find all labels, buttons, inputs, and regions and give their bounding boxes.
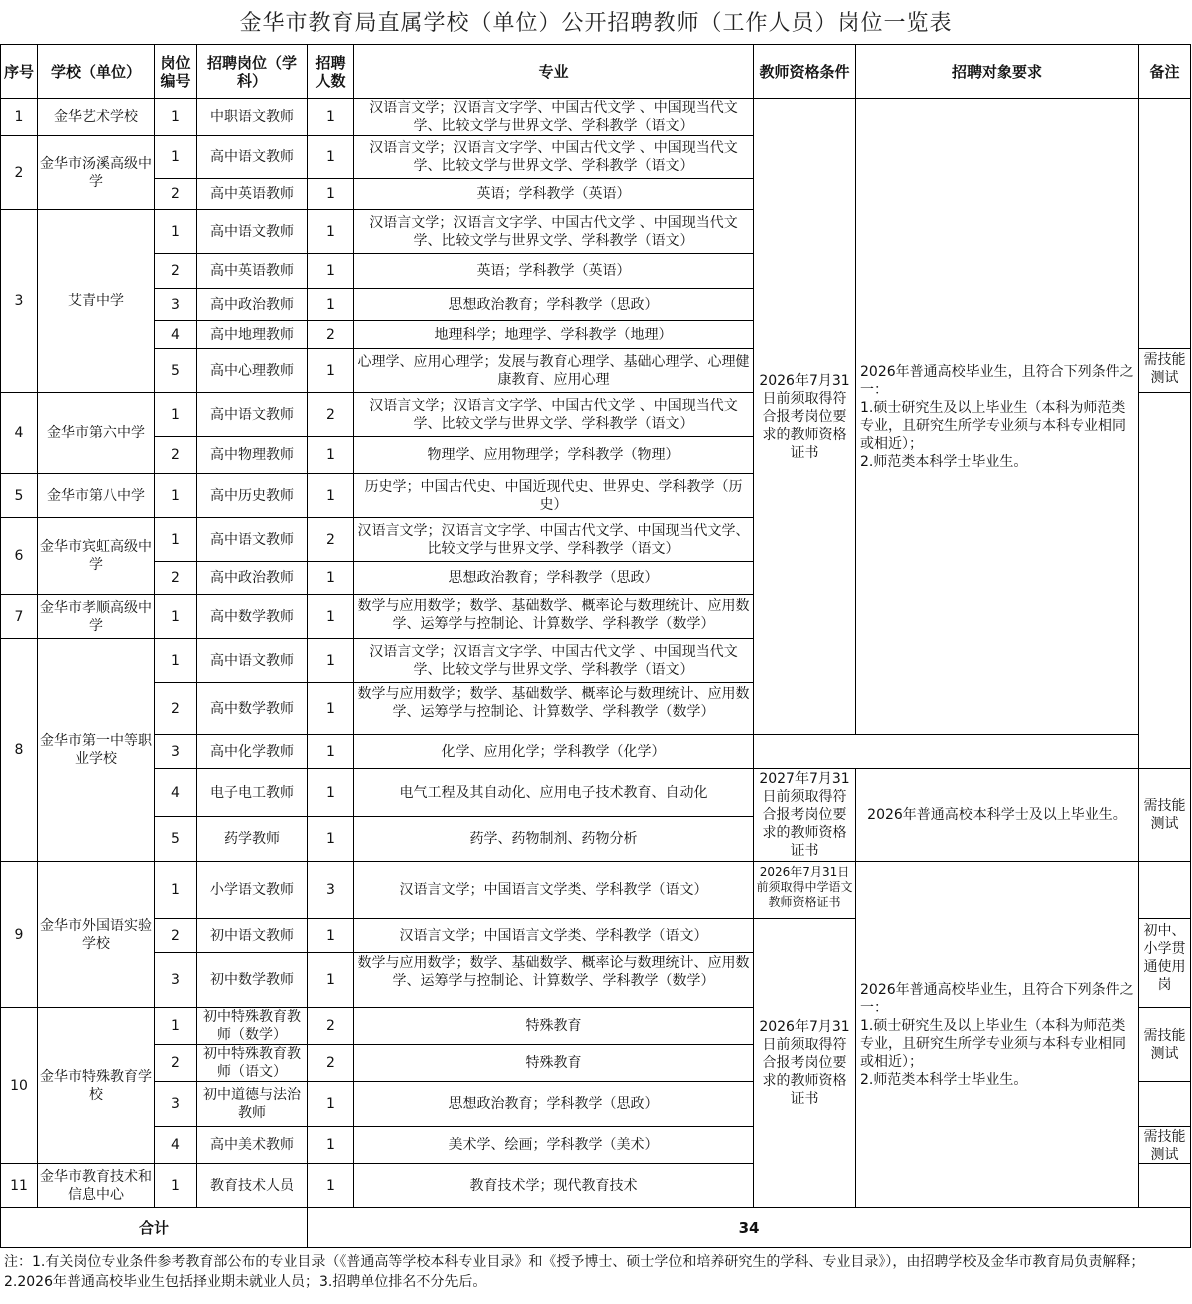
qualification: 2026年7月31日前须取得符合报考岗位要求的教师资格证书 bbox=[754, 99, 856, 735]
position: 初中道德与法治教师 bbox=[197, 1082, 308, 1127]
header-qualification: 教师资格条件 bbox=[754, 45, 856, 99]
major: 思想政治教育；学科教学（思政） bbox=[354, 289, 754, 321]
major bbox=[354, 683, 754, 735]
post-id: 1 bbox=[155, 518, 197, 562]
major: 英语；学科教学（英语） bbox=[354, 179, 754, 210]
qualification-text: 2026年7月31日前须取得中学语文教师资格证书 bbox=[756, 865, 853, 909]
note-blank bbox=[1139, 1082, 1191, 1127]
major: 思想政治教育；学科教学（思政） bbox=[354, 1082, 754, 1127]
count: 2 bbox=[308, 1045, 354, 1082]
post-id: 1 bbox=[155, 393, 197, 437]
count: 1 bbox=[308, 919, 354, 953]
note-skill-test bbox=[1139, 349, 1191, 393]
major: 历史学；中国古代史、中国近现代史、世界史、学科教学（历史） bbox=[354, 474, 754, 518]
major: 特殊教育 bbox=[354, 1045, 754, 1082]
position: 高中语文教师 bbox=[197, 136, 308, 179]
total-label: 合计 bbox=[1, 1208, 308, 1248]
count: 2 bbox=[308, 321, 354, 349]
count: 1 bbox=[308, 769, 354, 817]
count: 1 bbox=[308, 210, 354, 254]
major: 化学、应用化学；学科教学（化学） bbox=[354, 735, 754, 769]
school-name: 金华市汤溪高级中学 bbox=[38, 136, 155, 210]
note-skill-test: 需技能测试 bbox=[1139, 769, 1191, 862]
footnote: 注：1.有关岗位专业条件参考教育部公布的专业目录（《普通高等学校本科专业目录》和《授予博士、硕士学位和培养研究生的学科、专业目录》），由招聘学校及金华市教育局负责解释；2.2026年普通高校毕业生包括择业期未就业人员；3.招聘单位排名不分先后。 bbox=[4, 1254, 1145, 1290]
post-id: 2 bbox=[155, 179, 197, 210]
count: 1 bbox=[308, 99, 354, 136]
position: 高中化学教师 bbox=[197, 735, 308, 769]
post-id: 2 bbox=[155, 683, 197, 735]
page-title: 金华市教育局直属学校（单位）公开招聘教师（工作人员）岗位一览表 bbox=[239, 11, 953, 36]
position: 初中数学教师 bbox=[197, 953, 308, 1008]
total-value: 34 bbox=[308, 1208, 1191, 1248]
count: 1 bbox=[308, 953, 354, 1008]
major: 汉语言文学；中国语言文学类、学科教学（语文） bbox=[354, 862, 754, 919]
position: 电子电工教师 bbox=[197, 769, 308, 817]
header-school: 学校（单位） bbox=[38, 45, 155, 99]
row-no: 2 bbox=[1, 136, 38, 210]
recruitment-table bbox=[0, 44, 1191, 1248]
major-text: 数学与应用数学；数学、基础数学、概率论与数理统计、应用数学、运筹学与控制论、计算数学、学科教学（数学） bbox=[357, 685, 750, 720]
school-name: 艾青中学 bbox=[38, 210, 155, 393]
position: 高中政治教师 bbox=[197, 289, 308, 321]
qualification: 2027年7月31日前须取得符合报考岗位要求的教师资格证书 bbox=[754, 769, 856, 862]
header-no: 序号 bbox=[1, 45, 38, 99]
major bbox=[354, 595, 754, 639]
position: 高中政治教师 bbox=[197, 562, 308, 595]
count: 1 bbox=[308, 349, 354, 393]
position: 高中数学教师 bbox=[197, 683, 308, 735]
major: 汉语言文学；汉语言文字学、中国古代文学 、中国现当代文学、比较文学与世界文学、学科教学（语文） bbox=[354, 393, 754, 437]
count: 1 bbox=[308, 179, 354, 210]
post-id: 4 bbox=[155, 769, 197, 817]
count: 1 bbox=[308, 1127, 354, 1164]
count: 1 bbox=[308, 474, 354, 518]
position: 小学语文教师 bbox=[197, 862, 308, 919]
major: 汉语言文学；汉语言文字学、中国古代文学 、中国现当代文学、比较文学与世界文学、学科教学（语文） bbox=[354, 210, 754, 254]
table-row bbox=[1, 769, 1191, 817]
school-name: 金华市特殊教育学校 bbox=[38, 1008, 155, 1164]
row-no: 10 bbox=[1, 1008, 38, 1164]
post-id: 2 bbox=[155, 919, 197, 953]
position: 高中数学教师 bbox=[197, 595, 308, 639]
position: 高中心理教师 bbox=[197, 349, 308, 393]
position: 高中语文教师 bbox=[197, 210, 308, 254]
major: 汉语言文学；汉语言文字学、中国古代文学 、中国现当代文学、比较文学与世界文学、学科教学（语文） bbox=[354, 99, 754, 136]
position: 高中语文教师 bbox=[197, 393, 308, 437]
row-no: 1 bbox=[1, 99, 38, 136]
row-no: 11 bbox=[1, 1164, 38, 1208]
header-row bbox=[1, 45, 1191, 99]
qualification: 2026年7月31日前须取得符合报考岗位要求的教师资格证书 bbox=[754, 919, 856, 1208]
position: 高中历史教师 bbox=[197, 474, 308, 518]
post-id: 1 bbox=[155, 474, 197, 518]
position: 高中语文教师 bbox=[197, 639, 308, 683]
count: 1 bbox=[308, 639, 354, 683]
count: 1 bbox=[308, 254, 354, 289]
header-position: 招聘岗位（学科） bbox=[197, 45, 308, 99]
post-id: 4 bbox=[155, 1127, 197, 1164]
post-id: 1 bbox=[155, 639, 197, 683]
major: 思想政治教育；学科教学（思政） bbox=[354, 562, 754, 595]
count: 1 bbox=[308, 1164, 354, 1208]
post-id: 2 bbox=[155, 437, 197, 474]
major: 汉语言文学；中国语言文学类、学科教学（语文） bbox=[354, 919, 754, 953]
note-through-use bbox=[1139, 919, 1191, 1008]
requirement bbox=[856, 862, 1139, 1208]
note-text: 需技能测试 bbox=[1143, 1129, 1186, 1162]
school-name: 金华市宾虹高级中学 bbox=[38, 518, 155, 595]
table-row bbox=[1, 735, 1191, 769]
note-text: 需技能测试 bbox=[1143, 351, 1186, 386]
position: 高中英语教师 bbox=[197, 179, 308, 210]
count: 1 bbox=[308, 289, 354, 321]
position: 药学教师 bbox=[197, 817, 308, 862]
school-name: 金华市第六中学 bbox=[38, 393, 155, 474]
position: 中职语文教师 bbox=[197, 99, 308, 136]
school-name: 金华市孝顺高级中学 bbox=[38, 595, 155, 639]
header-count: 招聘人数 bbox=[308, 45, 354, 99]
note-blank bbox=[1139, 99, 1191, 349]
count: 1 bbox=[308, 735, 354, 769]
row-no: 6 bbox=[1, 518, 38, 595]
count: 1 bbox=[308, 1082, 354, 1127]
post-id: 5 bbox=[155, 349, 197, 393]
count: 2 bbox=[308, 518, 354, 562]
post-id: 2 bbox=[155, 562, 197, 595]
note-blank bbox=[1139, 393, 1191, 769]
post-id: 1 bbox=[155, 210, 197, 254]
note-text: 初中、小学贯通使用岗 bbox=[1143, 923, 1186, 993]
position: 初中语文教师 bbox=[197, 919, 308, 953]
header-requirement: 招聘对象要求 bbox=[856, 45, 1139, 99]
post-id: 1 bbox=[155, 136, 197, 179]
requirement-text: 2026年普通高校毕业生，且符合下列条件之一： 1.硕士研究生及以上毕业生（本科为师范类专业，且研究生所学专业须与本科专业相同或相近）； 2.师范类本科学士毕业生。 bbox=[860, 981, 1134, 1088]
post-id: 1 bbox=[155, 862, 197, 919]
requirement: 2026年普通高校本科学士及以上毕业生。 bbox=[856, 769, 1139, 862]
post-id: 5 bbox=[155, 817, 197, 862]
row-no: 3 bbox=[1, 210, 38, 393]
post-id: 1 bbox=[155, 1164, 197, 1208]
row-no: 4 bbox=[1, 393, 38, 474]
qualification bbox=[754, 862, 856, 919]
major: 物理学、应用物理学；学科教学（物理） bbox=[354, 437, 754, 474]
major: 汉语言文学；汉语言文字学、中国古代文学、中国现当代文学、比较文学与世界文学、学科教学（语文） bbox=[354, 518, 754, 562]
count: 1 bbox=[308, 562, 354, 595]
count: 2 bbox=[308, 393, 354, 437]
count: 1 bbox=[308, 595, 354, 639]
header-note: 备注 bbox=[1139, 45, 1191, 99]
note-blank bbox=[1139, 862, 1191, 919]
position: 高中英语教师 bbox=[197, 254, 308, 289]
note-blank bbox=[1139, 1164, 1191, 1208]
major-text: 数学与应用数学；数学、基础数学、概率论与数理统计、应用数学、运筹学与控制论、计算数学、学科教学（数学） bbox=[357, 955, 750, 989]
post-id: 3 bbox=[155, 735, 197, 769]
row-no: 7 bbox=[1, 595, 38, 639]
row-no: 5 bbox=[1, 474, 38, 518]
major: 教育技术学；现代教育技术 bbox=[354, 1164, 754, 1208]
major: 英语；学科教学（英语） bbox=[354, 254, 754, 289]
post-id: 2 bbox=[155, 254, 197, 289]
major: 汉语言文学；汉语言文字学、中国古代文学 、中国现当代文学、比较文学与世界文学、学科教学（语文） bbox=[354, 639, 754, 683]
count: 2 bbox=[308, 1008, 354, 1045]
school-name: 金华市第一中等职业学校 bbox=[38, 639, 155, 862]
school-name: 金华市外国语实验学校 bbox=[38, 862, 155, 1008]
post-id: 1 bbox=[155, 99, 197, 136]
major: 汉语言文学；汉语言文字学、中国古代文学 、中国现当代文学、比较文学与世界文学、学科教学（语文） bbox=[354, 136, 754, 179]
note-skill-test: 需技能测试 bbox=[1139, 1008, 1191, 1082]
major: 特殊教育 bbox=[354, 1008, 754, 1045]
position: 高中美术教师 bbox=[197, 1127, 308, 1164]
position: 高中物理教师 bbox=[197, 437, 308, 474]
header-post-id: 岗位编号 bbox=[155, 45, 197, 99]
header-major: 专业 bbox=[354, 45, 754, 99]
major: 电气工程及其自动化、应用电子技术教育、自动化 bbox=[354, 769, 754, 817]
row-no: 9 bbox=[1, 862, 38, 1008]
count: 1 bbox=[308, 437, 354, 474]
position: 高中语文教师 bbox=[197, 518, 308, 562]
note-skill-test bbox=[1139, 1127, 1191, 1164]
table-row bbox=[1, 862, 1191, 919]
count: 1 bbox=[308, 136, 354, 179]
post-id: 1 bbox=[155, 595, 197, 639]
post-id: 3 bbox=[155, 1082, 197, 1127]
major: 地理科学；地理学、学科教学（地理） bbox=[354, 321, 754, 349]
position: 高中地理教师 bbox=[197, 321, 308, 349]
major bbox=[354, 953, 754, 1008]
post-id: 3 bbox=[155, 289, 197, 321]
position: 初中特殊教育教师（语文） bbox=[197, 1045, 308, 1082]
post-id: 1 bbox=[155, 1008, 197, 1045]
school-name: 金华市教育技术和信息中心 bbox=[38, 1164, 155, 1208]
row-no: 8 bbox=[1, 639, 38, 862]
major: 美术学、绘画；学科教学（美术） bbox=[354, 1127, 754, 1164]
count: 3 bbox=[308, 862, 354, 919]
total-row bbox=[1, 1208, 1191, 1248]
position: 教育技术人员 bbox=[197, 1164, 308, 1208]
count: 1 bbox=[308, 683, 354, 735]
requirement bbox=[856, 99, 1139, 735]
school-name: 金华市第八中学 bbox=[38, 474, 155, 518]
post-id: 3 bbox=[155, 953, 197, 1008]
major: 心理学、应用心理学；发展与教育心理学、基础心理学、心理健康教育、应用心理 bbox=[354, 349, 754, 393]
major-text: 数学与应用数学；数学、基础数学、概率论与数理统计、应用数学、运筹学与控制论、计算数学、学科教学（数学） bbox=[357, 597, 750, 632]
position: 初中特殊教育教师（数学） bbox=[197, 1008, 308, 1045]
count: 1 bbox=[308, 817, 354, 862]
major: 药学、药物制剂、药物分析 bbox=[354, 817, 754, 862]
table-row bbox=[1, 99, 1191, 136]
requirement-text: 2026年普通高校毕业生，且符合下列条件之一： 1.硕士研究生及以上毕业生（本科为师范类专业，且研究生所学专业须与本科专业相同或相近）； 2.师范类本科学士毕业生。 bbox=[860, 363, 1134, 470]
school-name: 金华艺术学校 bbox=[38, 99, 155, 136]
post-id: 2 bbox=[155, 1045, 197, 1082]
post-id: 4 bbox=[155, 321, 197, 349]
